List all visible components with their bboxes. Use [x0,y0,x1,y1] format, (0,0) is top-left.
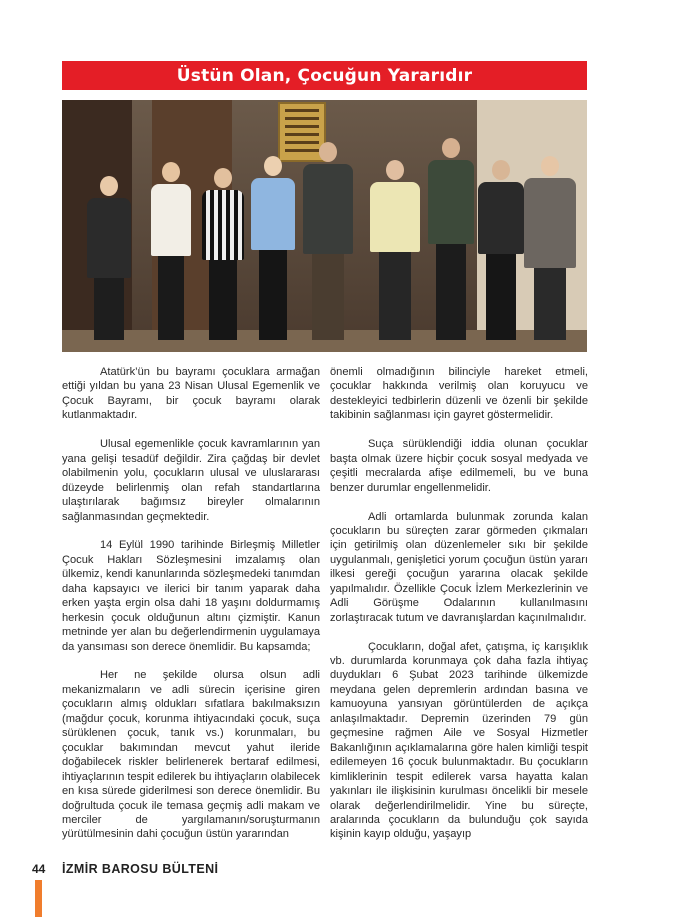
article-title-bar [62,61,587,90]
paragraph: Her ne şekilde olursa olsun adli mekanizmaların ve adli sürecin içerisine giren çocukların almış oldukları sıfatlara bakılmaksızın (mağdur çocuk, korunma ihtiyacındaki çocuk, suça sürüklenen çocuk, tanık vs.) korunmaları, bu çocuklar bakımından mevcut yahut ileride doğabilecek riskler belirlenerek bertaraf edilmesi, ihtiyaçlarının tespit edilerek bu ihtiyaçların olabilecek en kısa sürede giderilmesi son derece önemlidir. Bu doğrultuda çocuk ile temasa geçmiş adli makam ve merciler de yargılamanın/soruşturmanın yürütülmesinin dahi çocuğun üstün yararından [62,669,320,841]
article-left-column [62,365,320,856]
paragraph: Atatürk’ün bu bayramı çocuklara armağan ettiği yıldan bu yana 23 Nisan Ulusal Egemenlik ve Çocuk Bayramı, bir çocuk bayramı olarak kutlanmaktadır. [62,366,320,422]
paragraph: Suça sürüklendiği iddia olunan çocuklar başta olmak üzere hiçbir çocuk sosyal medyada ve çeşitli mecralarda afişe edilmemeli, bu ve buna benzer durumlar engellenmelidir. [330,438,588,494]
paragraph: Adli ortamlarda bulunmak zorunda kalan çocukların bu süreçten zarar görmeden çıkmaları için getirilmiş olan düzenlemeler sıkı bir şekilde uygulanmalı, genişletici yorum çocuğun üstün yararı ilkesi gereği çocuğun yararına olacak şekilde yapılmalıdır. Özellikle Çocuk İzlem Merkezlerinin ve Adli Görüşme Odalarının kullanılmasını zorlaştıracak tutum ve davranışlardan kaçınılmalıdır. [330,510,588,624]
publication-name: İZMİR BAROSU BÜLTENİ [62,862,219,876]
page-number: 44 [32,862,46,876]
paragraph: 14 Eylül 1990 tarihinde Birleşmiş Milletler Çocuk Hakları Sözleşmesini imzalamış olan ülkemiz, kendi kanunlarında sözleşmedeki tanımdan daha kapsayıcı ve ilerici bir tanım yaparak daha erken yaşta ergin olsa dahi 18 yaşını doldurmamış herkesin çocuk olduğunun altını çizmiştir. Kanun metninde yer alan bu değerlendirmenin uygulamaya da yansıması son derece önemlidir. Bu kapsamda; [62,539,320,653]
article-title: Üstün Olan, Çocuğun Yararıdır [176,65,473,86]
group-photo [62,100,587,352]
paragraph: önemli olmadığının bilinciyle hareket etmeli, çocuklar hakkında verilmiş olan koruyucu ve destekleyici tedbirlerin düzenli ve özenli bir şekilde takibinin sağlanması için gayret göstermelidir. [330,366,588,422]
article-right-column [330,365,588,856]
footer-accent-bar [35,880,42,917]
paragraph: Ulusal egemenlikle çocuk kavramlarının yan yana gelişi tesadüf değildir. Zira çağdaş bir devlet olabilmenin yolu, çocukların ulusal ve uluslararası düzeyde belirlenmiş olan refah standartlarına ulaştırılarak bağımsız bireyler olmalarının sağlanmasından geçmektedir. [62,438,320,523]
paragraph: Çocukların, doğal afet, çatışma, iç karışıklık vb. durumlarda korunmaya çok daha fazla ihtiyaç duydukları 6 Şubat 2023 tarihinde ülkemizde meydana gelen depremlerin ardından basına ve kamuoyuna yansıyan görüntülerden de açıkça anlaşılmaktadır. Depremin üzerinden 79 gün geçmesine rağmen Aile ve Sosyal Hizmetler Bakanlığının açıklamalarına göre halen kimliği tespit edilemeyen 16 çocuk bulunmaktadır. Bu çocukların kimliklerinin tespit edilerek varsa hayatta kalan yakınları ile ilişkisinin kurulması öncelikli bir mesele olarak değerlendirilmelidir. Yine bu süreçte, aralarında çocukların da bulunduğu çok sayıda kişinin kayıp olduğu, yaşayıp [330,640,588,841]
